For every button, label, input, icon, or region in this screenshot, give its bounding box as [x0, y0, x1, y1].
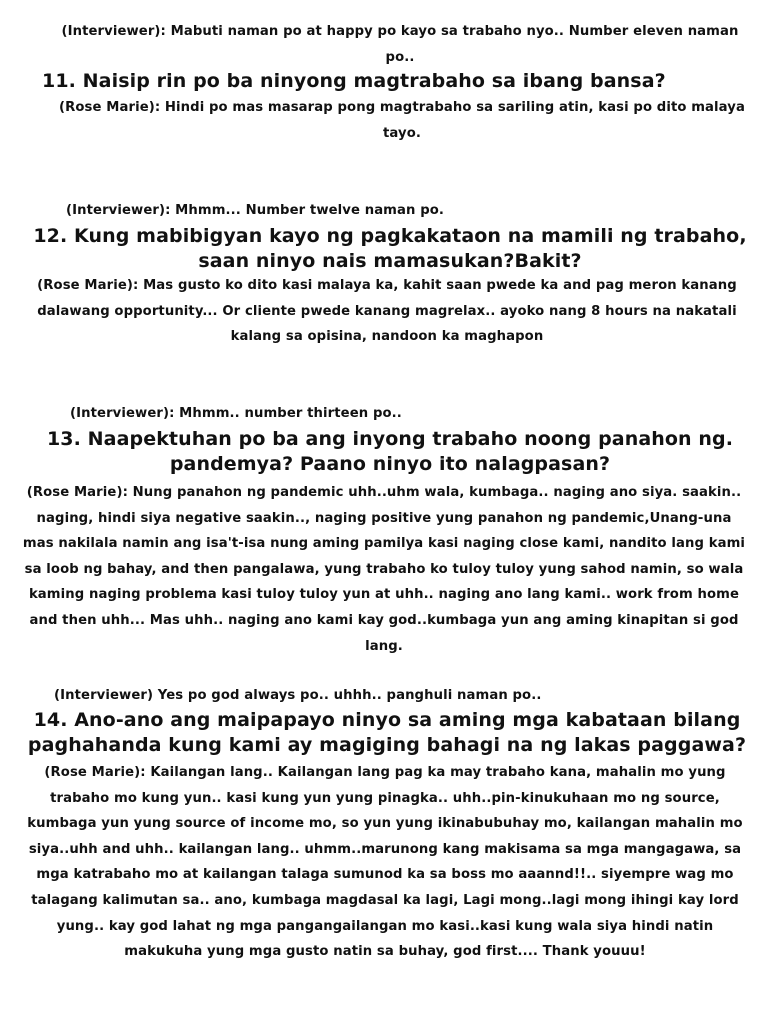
interviewer-line-12: (Interviewer): Mhmm... Number twelve naman po.	[66, 203, 445, 218]
question-12: 12. Kung mabibigyan kayo ng pagkakataon na mamili ng trabaho, saan ninyo nais mamasukan?Bakit?	[33, 225, 747, 272]
answer-13: (Rose Marie): Nung panahon ng pandemic uhh..uhm wala, kumbaga.. naging ano siya. saakin.. naging, hindi siya negative saakin.., naging positive yung panahon ng pandemic,Unang-una mas nakilala namin ang isa't-isa nung aming pamilya kasi naging close kami, nandito lang kami sa loob ng bahay, and then pangalawa, yung trabaho ko tuloy tuloy yung sahod namin, so wala kaming naging problema kasi tuloy tuloy yun at uhh.. naging ano lang kami.. work from home and then uhh... Mas uhh.. naging ano kami kay god..kumbaga yun ang aming kinapitan si god lang.	[22, 485, 746, 654]
interviewer-line-14: (Interviewer) Yes po god always po.. uhhh.. panghuli naman po..	[54, 688, 542, 703]
question-13: 13. Naapektuhan po ba ang inyong trabaho noong panahon ng. pandemya? Paano ninyo ito nalagpasan?	[46, 428, 734, 475]
interviewer-line-11: (Interviewer): Mabuti naman po at happy po kayo sa trabaho nyo.. Number eleven naman po..	[61, 24, 739, 65]
answer-12: (Rose Marie): Mas gusto ko dito kasi malaya ka, kahit saan pwede ka and pag meron kanang dalawang opportunity... Or cliente pwede kanang magrelax.. ayoko nang 8 hours na nakatali kalang sa opisina, nandoon ka maghapon	[37, 278, 737, 345]
question-11: 11. Naisip rin po ba ninyong magtrabaho sa ibang bansa?	[42, 70, 666, 92]
question-14: 14. Ano-ano ang maipapayo ninyo sa aming mga kabataan bilang paghahanda kung kami ay magiging bahagi na ng lakas paggawa?	[27, 709, 747, 756]
answer-11: (Rose Marie): Hindi po mas masarap pong magtrabaho sa sariling atin, kasi po dito malaya tayo.	[59, 100, 745, 141]
answer-14: (Rose Marie): Kailangan lang.. Kailangan lang pag ka may trabaho kana, mahalin mo yung trabaho mo kung yun.. kasi kung yun yung pinagka.. uhh..pin-kinukuhaan mo ng source, kumbaga yun yung source of income mo, so yun yung ikinabubuhay mo, kailangan mahalin mo siya..uhh and uhh.. kailangan lang.. uhmm..marunong kang makisama sa mga mangagawa, sa mga katrabaho mo at kailangan talaga sumunod ka sa boss mo aaannd!!.. siyempre wag mo talagang kalimutan sa.. ano, kumbaga magdasal ka lagi, Lagi mong..lagi mong ihingi kay lord yung.. kay god lahat ng mga pangangailangan mo kasi..kasi kung wala siya hindi natin makukuha yung mga gusto natin sa buhay, god first.... Thank youuu!	[27, 765, 743, 960]
interviewer-line-13: (Interviewer): Mhmm.. number thirteen po..	[70, 406, 402, 421]
